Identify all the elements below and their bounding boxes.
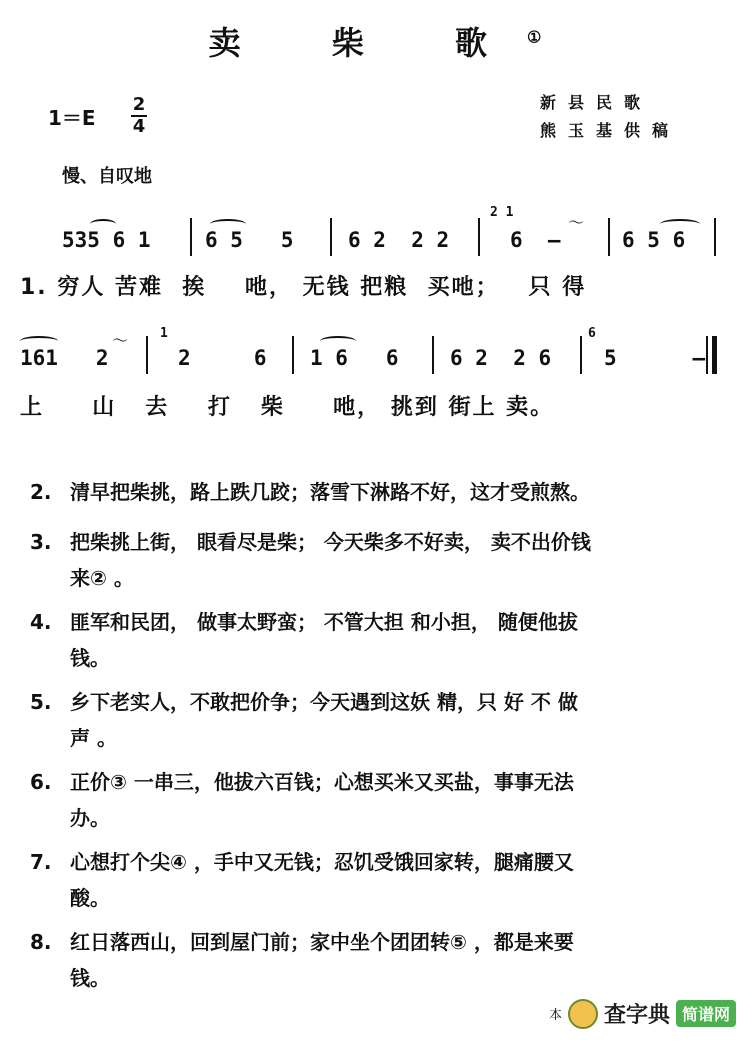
mascot-icon [568, 999, 598, 1029]
title-footnote: ① [526, 27, 542, 47]
verse-number: 3. [30, 530, 52, 554]
final-barline [712, 336, 717, 374]
verse-text-continued: 声 。 [70, 726, 117, 750]
verse-text-continued: 办。 [70, 806, 110, 830]
verse-text-continued: 来② 。 [70, 566, 134, 590]
barline [706, 336, 708, 374]
measure: 161 2 [20, 346, 109, 370]
verse-number: 8. [30, 930, 52, 954]
barline [190, 218, 192, 256]
barline [714, 218, 716, 256]
verse-text: 乡下老实人，不敢把价争；今天遇到这妖 精，只 好 不 做 [70, 690, 578, 714]
barline [608, 218, 610, 256]
slur-mark [20, 336, 58, 346]
trill-icon: ～ [568, 213, 585, 232]
verse-text: 正价③ 一串三，他拔六百钱；心想买米又买盐，事事无法 [70, 770, 574, 794]
verse-number: 6. [30, 770, 52, 794]
verse-text: 红日落西山，回到屋门前；家中坐个团团转⑤ ，都是来要 [70, 930, 574, 954]
source-contributor: 熊玉基供稿 [540, 121, 681, 140]
verse-number: 4. [30, 610, 52, 634]
measure: 6 5 6 [622, 228, 686, 252]
lyric-line-2: 上 山 去 打 柴 吔， 挑到 街上 卖。 [20, 395, 555, 420]
verse-item [30, 684, 730, 756]
barline [330, 218, 332, 256]
time-signature-bottom: 4 [132, 116, 146, 137]
verse-item [30, 524, 730, 596]
grace-note: 1 [160, 326, 168, 341]
verse-text: 心想打个尖④ ，手中又无钱；忍饥受饿回家转，腿痛腰又 [70, 850, 574, 874]
watermark-prefix: 本 [548, 1008, 562, 1023]
barline [292, 336, 294, 374]
measure: 6 – [510, 228, 561, 252]
site-watermark[interactable] [549, 998, 736, 1029]
barline [478, 218, 480, 256]
measure: 6 5 5 [205, 228, 294, 252]
verse-number: 7. [30, 850, 52, 874]
verse-list [30, 474, 730, 996]
measure: 6 2 2 6 [450, 346, 552, 370]
watermark-brand: 查字典 [603, 1003, 670, 1028]
verse-text-continued: 钱。 [70, 646, 110, 670]
time-signature [131, 96, 147, 136]
verse-text-continued: 钱。 [70, 966, 110, 990]
verse-item [30, 604, 730, 676]
trill-icon: ～ [112, 331, 129, 350]
key-signature: 1＝E [48, 106, 96, 130]
measure: 535 6 1 [62, 228, 151, 252]
grace-note: 2 1 [490, 205, 514, 220]
verse-number: 5. [30, 690, 52, 714]
verse-text-continued: 酸。 [70, 886, 110, 910]
time-signature-top: 2 [132, 94, 146, 115]
barline [146, 336, 148, 374]
source-region: 新县民歌 [540, 93, 653, 112]
verse-text: 清早把柴挑，路上跌几跤；落雪下淋路不好，这才受煎熬。 [70, 480, 590, 504]
verse-text: 把柴挑上街， 眼看尽是柴； 今天柴多不好卖， 卖不出价钱 [70, 530, 591, 554]
barline [580, 336, 582, 374]
lyric-line-1: 1. 穷人 苦难 挨 吔， 无钱 把粮 买吔； 只 得 [20, 275, 587, 300]
measure: 5 – [604, 346, 706, 370]
grace-note: 6 [588, 326, 596, 341]
verse-number: 2. [30, 480, 52, 504]
measure: 2 6 [178, 346, 267, 370]
verse-item [30, 474, 730, 510]
measure: 1 6 6 [310, 346, 399, 370]
verse-text: 匪军和民团， 做事太野蛮； 不管大担 和小担， 随便他拔 [70, 610, 578, 634]
measure: 6 2 2 2 [348, 228, 450, 252]
barline [432, 336, 434, 374]
verse-item [30, 844, 730, 916]
song-title: 卖 柴 歌① [208, 24, 542, 62]
verse-item [30, 764, 730, 836]
slur-mark [320, 336, 356, 346]
tempo-marking: 慢、自叹地 [62, 166, 152, 187]
verse-item [30, 924, 730, 996]
watermark-badge: 简谱网 [676, 1000, 736, 1027]
